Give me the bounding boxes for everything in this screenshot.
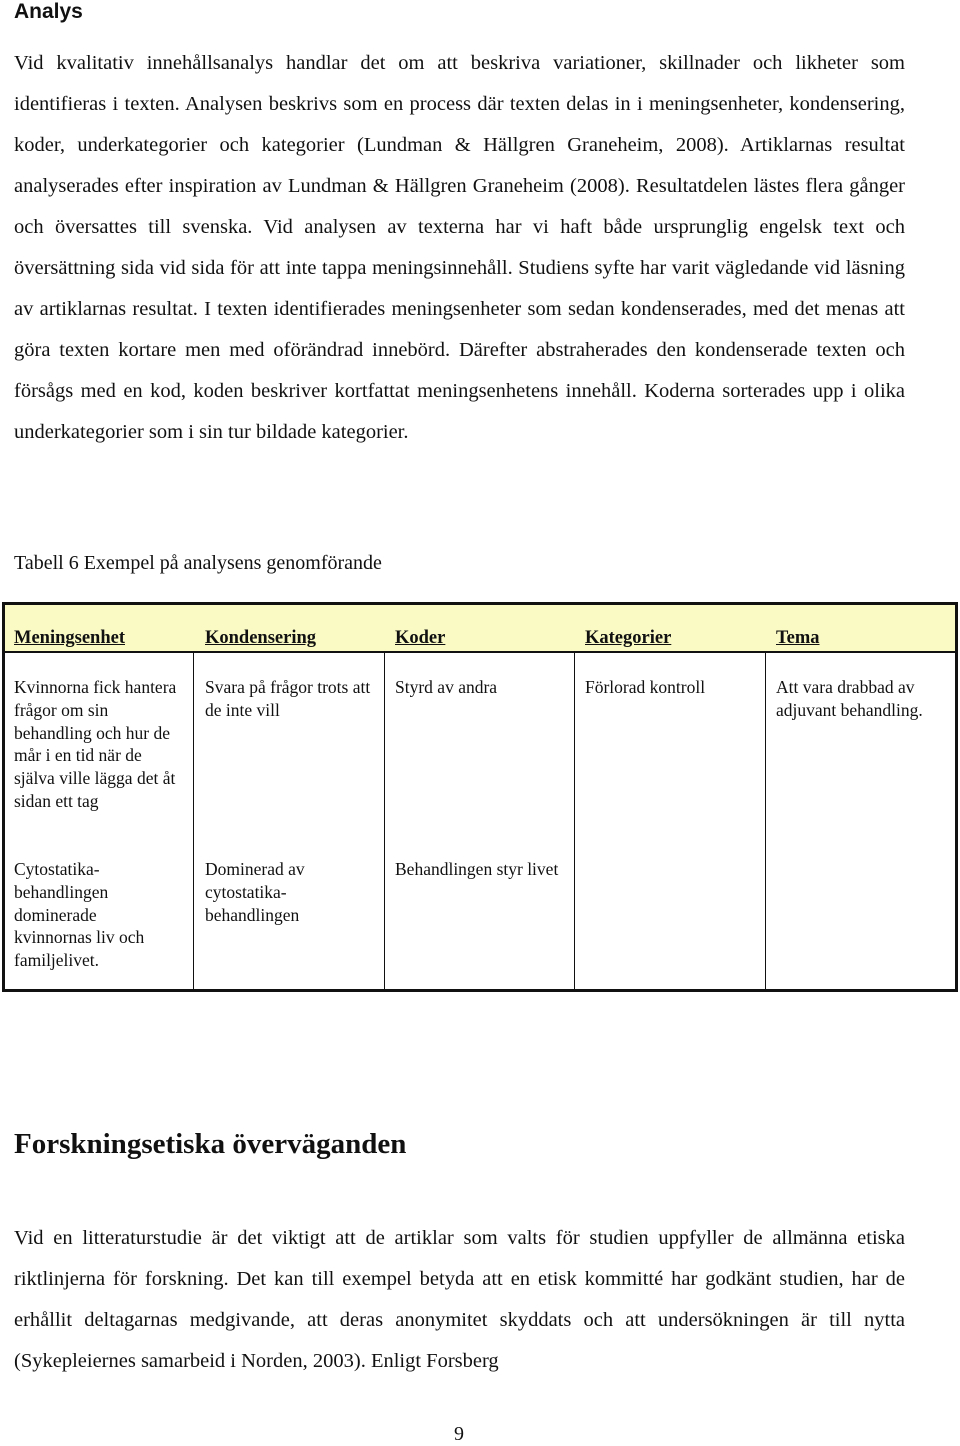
header-kategorier: Kategorier (585, 628, 672, 648)
cell-r1-meningsenhet: Kvinnorna fick hantera frågor om sin behandling och hur de mår i en tid när de själva ville lägga det åt sidan ett tag (14, 677, 177, 811)
header-koder: Koder (395, 628, 446, 648)
page-number: 9 (454, 1423, 464, 1445)
header-tema: Tema (776, 628, 820, 648)
column-divider (193, 653, 194, 989)
header-meningsenhet: Meningsenhet (14, 628, 125, 648)
header-kondensering: Kondensering (205, 628, 317, 648)
cell-r2-kondensering: Dominerad av cytostatika-behandlingen (205, 859, 305, 925)
cell-r2-koder: Behandlingen styr livet (395, 859, 559, 879)
cell-r2-meningsenhet: Cytostatika-behandlingen dominerade kvinnornas liv och familjelivet. (14, 859, 145, 971)
analysis-table (2, 602, 958, 992)
cell-r1-kategorier: Förlorad kontroll (585, 677, 706, 697)
column-divider (765, 653, 766, 989)
cell-r1-koder: Styrd av andra (395, 677, 498, 697)
column-divider (574, 653, 575, 989)
analys-paragraph: Vid kvalitativ innehållsanalys handlar det om att beskriva variationer, skillnader och likheter som identifieras i texten. Analysen beskrivs som en process där texten delas in i meningsenheter, kondensering, koder, underkategorier och kategorier (Lundman & Hällgren Graneheim, 2008). Artiklarnas resultat analyserades efter inspiration av Lundman & Hällgren Graneheim (2008). Resultatdelen lästes flera gånger och översattes till svenska. Vid analysen av texterna har vi haft både ursprunglig engelsk text och översättning sida vid sida för att inte tappa meningsinnehåll. Studiens syfte har varit vägledande vid läsning av artiklarnas resultat. I texten identifierades meningsenheter som sedan kondenserades, med det menas att göra texten kortare men med oförändrad innebörd. Därefter abstraherades den kondenserade texten och försågs med en kod, koden beskriver kortfattat meningsenhetens innehåll. Koderna sorterades upp i olika underkategorier som i sin tur bildade kategorier. (14, 52, 905, 443)
section-heading-analys: Analys (14, 0, 83, 23)
section-heading-forskningsetiska: Forskningsetiska överväganden (14, 1128, 407, 1160)
cell-r1-kondensering: Svara på frågor trots att de inte vill (205, 677, 371, 720)
table-caption: Tabell 6 Exempel på analysens genomförande (14, 552, 382, 574)
column-divider (384, 653, 385, 989)
forskningsetiska-paragraph: Vid en litteraturstudie är det viktigt att de artiklar som valts för studien uppfyller de allmänna etiska riktlinjerna för forskning. Det kan till exempel betyda att en etisk kommitté har godkänt studien, har de erhållit deltagarnas medgivande, att deras anonymitet skyddats och att undersökningen är till nytta (Sykepleiernes samarbeid i Norden, 2003). Enligt Forsberg (14, 1227, 905, 1372)
cell-r1-tema: Att vara drabbad av adjuvant behandling. (776, 677, 923, 720)
